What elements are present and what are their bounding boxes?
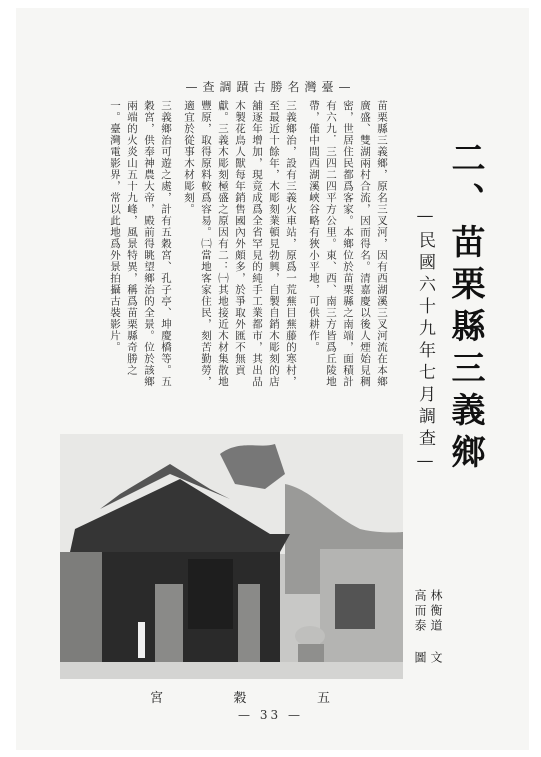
page-header: —查調蹟古勝名灣臺— xyxy=(185,80,356,94)
article-subtitle: —民國六十九年七月調查— xyxy=(415,206,435,476)
author-photographer: 高而泰 圖 xyxy=(413,589,427,666)
photo-caption xyxy=(150,687,330,706)
paragraph: 三義鄉治可遊之處，計有五穀宮、孔子亭、坤慶橋等。五穀宮，供奉神農大帝，殿前得眺望鄉治的全景。位於該鄉兩端的火炎山五十九峰，風景特異，稱爲苗栗縣奇勝之一。臺灣電影界，常以此地爲外景拍攝古裝影片。 xyxy=(109,100,172,388)
paragraph: 苗栗縣三義鄉，原名三叉河，因有西湖溪三叉河流在本鄉廣盛、雙湖兩村合流，因而得名。清嘉慶以後人煙始見稠密，世居住民都爲客家。本鄉位於苗栗縣之南端，面積計有六九．三四二四平方公里。東、西、南三方皆爲丘陵地帶，僅中間西湖溪峽谷略有狹小平地，可供耕作。 xyxy=(308,100,388,388)
article-body xyxy=(70,100,390,390)
authors xyxy=(412,589,444,679)
author-writer: 林衡道 文 xyxy=(429,589,443,666)
caption-char: 五 xyxy=(316,691,330,706)
temple-photo xyxy=(60,434,403,679)
page-number: — 33 — xyxy=(238,708,303,722)
paragraph: 三義鄉治，設有三義火車站，原爲一荒蕪目蕪藤的寒村，至最近十餘年，木彫刻業頓見勃興，自製自銷木彫刻的店舖逐年增加，現竟成爲全省罕見的純手工業都市，其出品木製花鳥人獸每年銷售國內外頗多，於爭取外匯不無貢獻。三義木彫刻極盛之原因有二：㈠其地接近木材集散地豐原，取得原料較爲容易。㈡當地客家住民，刻苦勤勞，適宜於從事木材彫刻。 xyxy=(183,100,297,388)
caption-char: 穀 xyxy=(233,691,247,706)
article-title: 二、苗栗縣三義鄉 xyxy=(445,140,485,476)
caption-char: 宮 xyxy=(150,691,164,706)
temple-photo-image xyxy=(60,434,403,679)
